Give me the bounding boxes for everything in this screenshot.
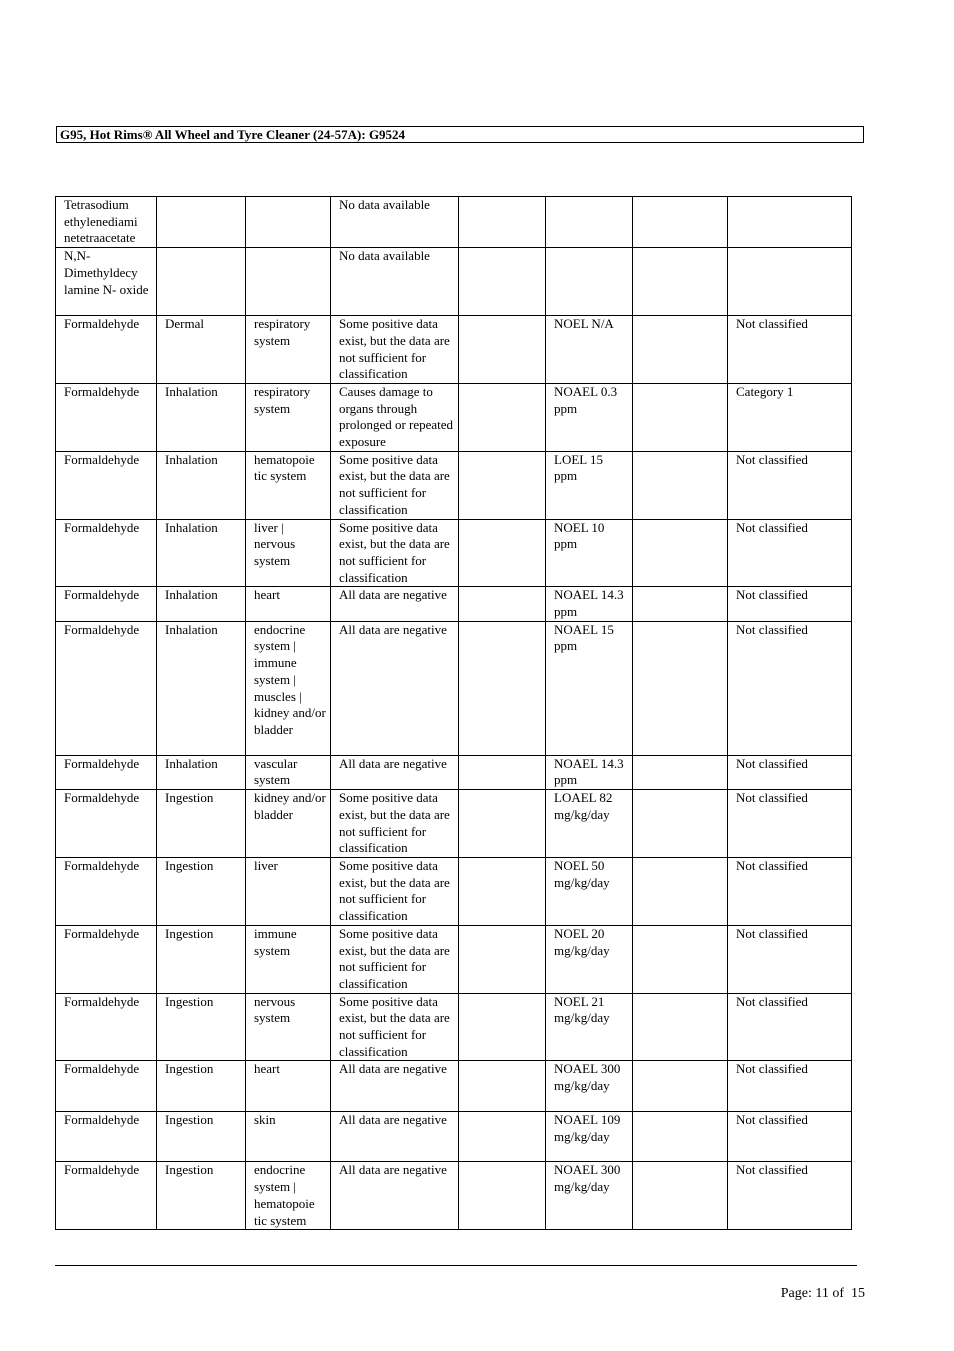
cell-test-result: NOAEL 14.3 ppm — [546, 587, 633, 621]
cell-classification: Not classified — [728, 1162, 852, 1230]
cell-exposure-duration — [633, 1061, 728, 1112]
cell-target-organ: hematopoie tic system — [246, 451, 331, 519]
cell-species — [459, 587, 546, 621]
cell-target-organ: endocrine system | immune system | muscles | kidney and/or bladder — [246, 621, 331, 755]
cell-target-organ: heart — [246, 587, 331, 621]
cell-value: Some positive data exist, but the data are not sufficient for classification — [331, 519, 459, 587]
table-row — [56, 790, 852, 858]
cell-target-organ — [246, 197, 331, 248]
cell-exposure-duration — [633, 197, 728, 248]
cell-test-result: NOEL 21 mg/kg/day — [546, 993, 633, 1061]
cell-substance: Formaldehyde — [56, 383, 157, 451]
cell-classification: Not classified — [728, 451, 852, 519]
cell-classification: Not classified — [728, 993, 852, 1061]
cell-target-organ: heart — [246, 1061, 331, 1112]
cell-species — [459, 1162, 546, 1230]
cell-classification: Not classified — [728, 519, 852, 587]
cell-species — [459, 197, 546, 248]
cell-value: Some positive data exist, but the data are not sufficient for classification — [331, 993, 459, 1061]
cell-substance: Formaldehyde — [56, 1162, 157, 1230]
cell-target-organ — [246, 248, 331, 316]
table-row — [56, 383, 852, 451]
cell-route: Inhalation — [157, 451, 246, 519]
cell-value: All data are negative — [331, 587, 459, 621]
cell-exposure-duration — [633, 755, 728, 789]
cell-value: Some positive data exist, but the data are not sufficient for classification — [331, 451, 459, 519]
cell-value: All data are negative — [331, 1112, 459, 1162]
cell-route: Ingestion — [157, 1061, 246, 1112]
cell-route: Inhalation — [157, 587, 246, 621]
cell-exposure-duration — [633, 1112, 728, 1162]
toxicity-table — [55, 196, 852, 1230]
cell-exposure-duration — [633, 519, 728, 587]
cell-substance: Formaldehyde — [56, 993, 157, 1061]
cell-test-result: NOEL 50 mg/kg/day — [546, 857, 633, 925]
table-row — [56, 857, 852, 925]
table-row — [56, 925, 852, 993]
table-row — [56, 755, 852, 789]
cell-substance: Formaldehyde — [56, 925, 157, 993]
cell-value: No data available — [331, 248, 459, 316]
cell-value: No data available — [331, 197, 459, 248]
cell-route: Ingestion — [157, 857, 246, 925]
cell-target-organ: respiratory system — [246, 316, 331, 384]
cell-classification: Not classified — [728, 1061, 852, 1112]
cell-classification: Not classified — [728, 857, 852, 925]
cell-target-organ: nervous system — [246, 993, 331, 1061]
cell-test-result: NOEL N/A — [546, 316, 633, 384]
cell-exposure-duration — [633, 993, 728, 1061]
cell-substance: Formaldehyde — [56, 857, 157, 925]
cell-route: Inhalation — [157, 621, 246, 755]
cell-test-result: NOEL 20 mg/kg/day — [546, 925, 633, 993]
cell-route: Ingestion — [157, 993, 246, 1061]
cell-target-organ: endocrine system | hematopoie tic system — [246, 1162, 331, 1230]
cell-test-result: NOAEL 109 mg/kg/day — [546, 1112, 633, 1162]
cell-route: Inhalation — [157, 755, 246, 789]
cell-target-organ: respiratory system — [246, 383, 331, 451]
cell-test-result — [546, 248, 633, 316]
cell-substance: Formaldehyde — [56, 451, 157, 519]
cell-species — [459, 1061, 546, 1112]
table-row — [56, 621, 852, 755]
cell-test-result: LOAEL 82 mg/kg/day — [546, 790, 633, 858]
cell-substance: N,N- Dimethyldecy lamine N- oxide — [56, 248, 157, 316]
cell-route: Inhalation — [157, 519, 246, 587]
table-row — [56, 519, 852, 587]
cell-route: Ingestion — [157, 1112, 246, 1162]
cell-test-result: NOAEL 15 ppm — [546, 621, 633, 755]
cell-classification: Not classified — [728, 925, 852, 993]
cell-substance: Formaldehyde — [56, 587, 157, 621]
table-row — [56, 1162, 852, 1230]
cell-target-organ: kidney and/or bladder — [246, 790, 331, 858]
cell-exposure-duration — [633, 451, 728, 519]
cell-exposure-duration — [633, 383, 728, 451]
cell-species — [459, 993, 546, 1061]
cell-classification: Not classified — [728, 316, 852, 384]
cell-exposure-duration — [633, 857, 728, 925]
cell-value: All data are negative — [331, 621, 459, 755]
cell-classification: Category 1 — [728, 383, 852, 451]
cell-substance: Formaldehyde — [56, 1061, 157, 1112]
cell-species — [459, 755, 546, 789]
cell-species — [459, 248, 546, 316]
table-row — [56, 451, 852, 519]
cell-species — [459, 857, 546, 925]
table-row — [56, 1061, 852, 1112]
cell-route — [157, 197, 246, 248]
cell-test-result: NOAEL 0.3 ppm — [546, 383, 633, 451]
table-row — [56, 993, 852, 1061]
cell-target-organ: vascular system — [246, 755, 331, 789]
cell-test-result — [546, 197, 633, 248]
cell-value: Some positive data exist, but the data are not sufficient for classification — [331, 790, 459, 858]
cell-test-result: NOAEL 300 mg/kg/day — [546, 1061, 633, 1112]
cell-route: Ingestion — [157, 1162, 246, 1230]
cell-test-result: NOAEL 14.3 ppm — [546, 755, 633, 789]
cell-classification: Not classified — [728, 621, 852, 755]
cell-test-result: NOAEL 300 mg/kg/day — [546, 1162, 633, 1230]
cell-substance: Formaldehyde — [56, 316, 157, 384]
cell-classification: Not classified — [728, 755, 852, 789]
cell-route: Dermal — [157, 316, 246, 384]
cell-species — [459, 383, 546, 451]
cell-substance: Formaldehyde — [56, 621, 157, 755]
footer-divider — [55, 1265, 857, 1266]
cell-value: Some positive data exist, but the data are not sufficient for classification — [331, 857, 459, 925]
cell-target-organ: liver — [246, 857, 331, 925]
cell-target-organ: liver | nervous system — [246, 519, 331, 587]
cell-species — [459, 925, 546, 993]
cell-classification: Not classified — [728, 790, 852, 858]
cell-exposure-duration — [633, 621, 728, 755]
cell-species — [459, 451, 546, 519]
document-title: G95, Hot Rims® All Wheel and Tyre Cleaner (24-57A): G9524 — [56, 126, 864, 143]
table-row — [56, 316, 852, 384]
table-row — [56, 587, 852, 621]
table-row — [56, 1112, 852, 1162]
cell-test-result: NOEL 10 ppm — [546, 519, 633, 587]
cell-substance: Tetrasodium ethylenediami netetraacetate — [56, 197, 157, 248]
cell-species — [459, 790, 546, 858]
table-row — [56, 197, 852, 248]
cell-route: Ingestion — [157, 925, 246, 993]
cell-substance: Formaldehyde — [56, 519, 157, 587]
cell-value: All data are negative — [331, 1061, 459, 1112]
cell-target-organ: immune system — [246, 925, 331, 993]
cell-route: Inhalation — [157, 383, 246, 451]
cell-species — [459, 316, 546, 384]
cell-route — [157, 248, 246, 316]
cell-value: All data are negative — [331, 1162, 459, 1230]
cell-species — [459, 519, 546, 587]
page-number: Page: 11 of 15 — [780, 1286, 865, 1301]
cell-exposure-duration — [633, 1162, 728, 1230]
cell-exposure-duration — [633, 790, 728, 858]
cell-value: Causes damage to organs through prolonged or repeated exposure — [331, 383, 459, 451]
cell-exposure-duration — [633, 248, 728, 316]
cell-value: Some positive data exist, but the data are not sufficient for classification — [331, 316, 459, 384]
cell-substance: Formaldehyde — [56, 1112, 157, 1162]
cell-classification: Not classified — [728, 587, 852, 621]
cell-test-result: LOEL 15 ppm — [546, 451, 633, 519]
cell-classification — [728, 197, 852, 248]
cell-route: Ingestion — [157, 790, 246, 858]
table-row — [56, 248, 852, 316]
cell-substance: Formaldehyde — [56, 790, 157, 858]
cell-exposure-duration — [633, 925, 728, 993]
cell-substance: Formaldehyde — [56, 755, 157, 789]
cell-species — [459, 1112, 546, 1162]
cell-species — [459, 621, 546, 755]
cell-value: All data are negative — [331, 755, 459, 789]
cell-classification: Not classified — [728, 1112, 852, 1162]
cell-exposure-duration — [633, 316, 728, 384]
cell-classification — [728, 248, 852, 316]
cell-exposure-duration — [633, 587, 728, 621]
cell-target-organ: skin — [246, 1112, 331, 1162]
cell-value: Some positive data exist, but the data are not sufficient for classification — [331, 925, 459, 993]
